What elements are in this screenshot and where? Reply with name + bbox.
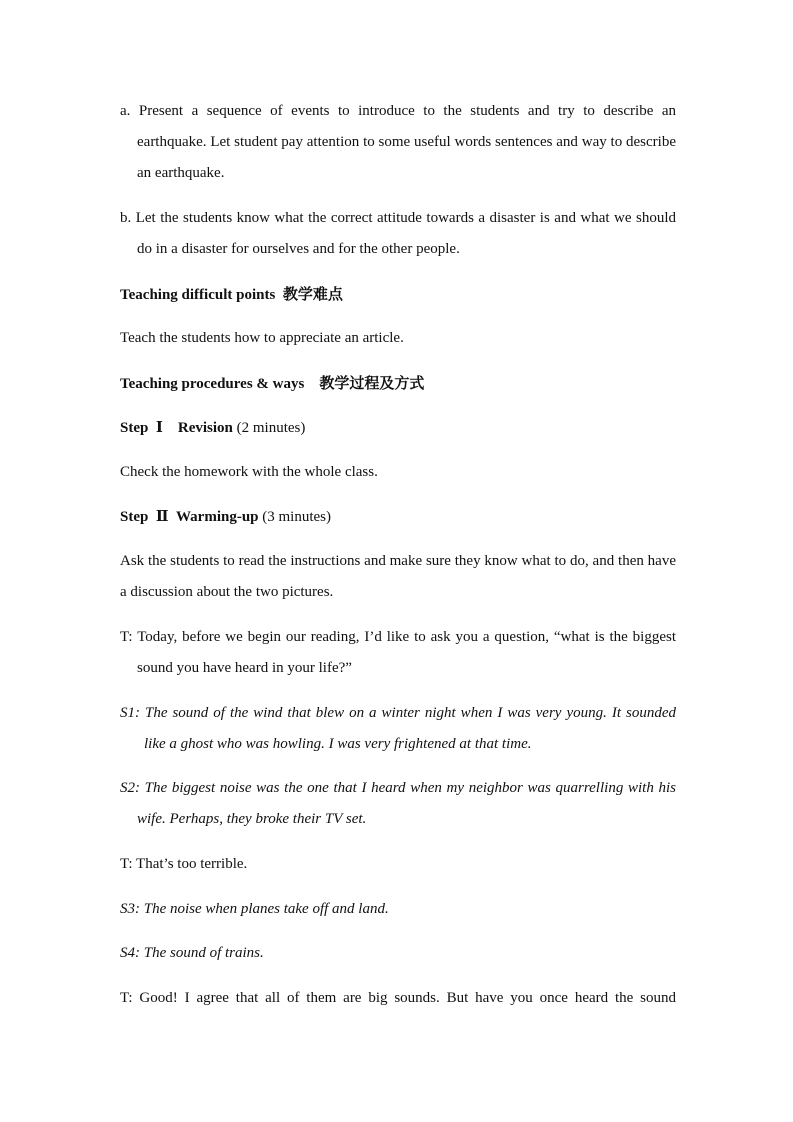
- dialogue-teacher-final: T: Good! I agree that all of them are big sounds. But have you once heard the sound: [120, 990, 676, 1006]
- step1-duration: (2 minutes): [236, 420, 306, 436]
- difficult-points-text: Teach the students how to appreciate an article.: [120, 330, 404, 346]
- difficult-points-heading: [120, 279, 676, 311]
- objective-a: [120, 96, 676, 189]
- difficult-points-heading-cn: 教学难点: [282, 285, 343, 303]
- step2-step: Step: [120, 509, 149, 525]
- step1-step: Step: [120, 420, 149, 436]
- step2-text: Ask the students to read the instructions and make sure they know what to do, and then have a discussion about the two pictures.: [120, 553, 676, 600]
- difficult-points-heading-en: Teaching difficult points: [120, 287, 276, 303]
- dialogue-s4: S4: The sound of trains.: [120, 945, 264, 961]
- objective-b: [120, 203, 676, 265]
- objective-b-label: b.: [120, 210, 132, 226]
- step2-heading: [120, 502, 676, 533]
- step1-numeral: Ⅰ: [155, 420, 163, 436]
- objective-a-text: Present a sequence of events to introduce to the students and try to describe an earthquake. Let student pay attention to some useful words sentences and way to describe an earthquake.: [137, 103, 676, 181]
- dialogue-teacher-reply: T: That’s too terrible.: [120, 856, 248, 872]
- step2-duration: (3 minutes): [262, 509, 332, 525]
- procedures-heading-en: Teaching procedures & ways: [120, 376, 305, 392]
- dialogue-s3: S3: The noise when planes take off and land.: [120, 901, 389, 917]
- dialogue-s2: S2: The biggest noise was the one that I heard when my neighbor was quarrelling with his wife. Perhaps, they broke their TV set.: [120, 780, 676, 827]
- step2-numeral: Ⅱ: [155, 509, 169, 525]
- objective-b-text: Let the students know what the correct attitude towards a disaster is and what we should do in a disaster for ourselves and for the other people.: [135, 210, 677, 257]
- step1-title: Revision: [177, 420, 233, 436]
- step2-title: Warming-up: [176, 509, 259, 525]
- procedures-heading-cn: 教学过程及方式: [319, 374, 425, 392]
- dialogue-s1: S1: The sound of the wind that blew on a winter night when I was very young. It sounded like a ghost who was howling. I was very frightened at that time.: [120, 705, 676, 752]
- step1-text: Check the homework with the whole class.: [120, 464, 378, 480]
- objective-a-label: a.: [120, 103, 131, 119]
- procedures-heading: [120, 368, 676, 400]
- dialogue-teacher-question: T: Today, before we begin our reading, I’d like to ask you a question, “what is the biggest sound you have heard in your life?”: [120, 629, 676, 676]
- step1-heading: [120, 413, 676, 444]
